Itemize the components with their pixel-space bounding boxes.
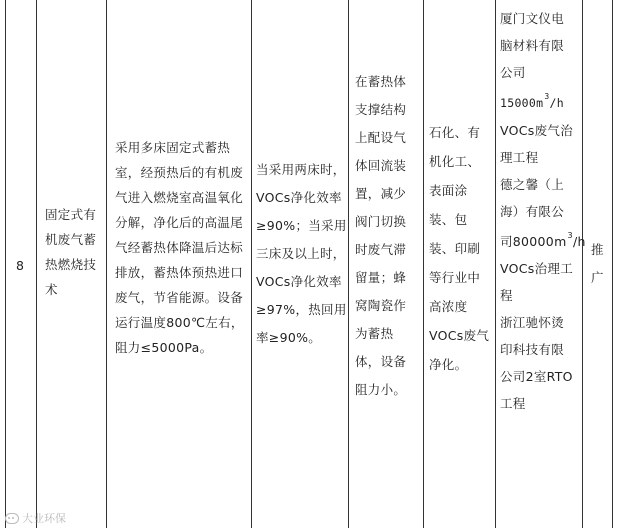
row-index: 8 (16, 258, 25, 273)
technology-principle: 采用多床固定式蓄热 室，经预热后的有机废 气进入燃烧室高温氧化 分解，净化后的高温尾 气经蓄热体降温后达标 排放，蓄热体预热进口 废气，节省能源。设备 运行温度800℃左右， 阻力≤5000Pa。 (115, 140, 244, 355)
technology-performance: 当采用两床时， VOCs净化效率 ≥90%；当采用 三床及以上时， VOCs净化效率 ≥97%，热回用 率≥90%。 (256, 162, 347, 345)
name-line: 术 (45, 282, 58, 297)
watermark-text: 大业环保 (22, 512, 66, 525)
technology-name (45, 202, 96, 302)
recommendation: 推 广 (591, 242, 604, 285)
application-scope: 石化、有 机化工、 表面涂 装、包 装、印刷 等行业中 高浓度 VOCs废气 净化。 (429, 125, 490, 372)
name-line: 热燃烧技 (45, 257, 97, 272)
watermark (5, 510, 66, 526)
name-line: 机废气蓄 (45, 232, 97, 247)
application-cases: 厦门文仪电 脑材料有限 公司 $15000m^3/h$ VOCs废气治 理工程 德之馨（上 海）有限公 司$80000m^3/h$ VOCs治理工 程 浙江驰怀烫 印科技有限 公司2室RTO 工程 (500, 11, 586, 411)
name-line: 固定式有 (45, 207, 97, 222)
technology-features: 在蓄热体 支撑结构 上配设气 体回流装 置，减少 阀门切换 时废气滞 留量；蜂 窝陶瓷作 为蓄热 体，设备 阻力小。 (355, 74, 407, 397)
weibo-icon (5, 513, 19, 524)
table-row (5, 0, 613, 528)
